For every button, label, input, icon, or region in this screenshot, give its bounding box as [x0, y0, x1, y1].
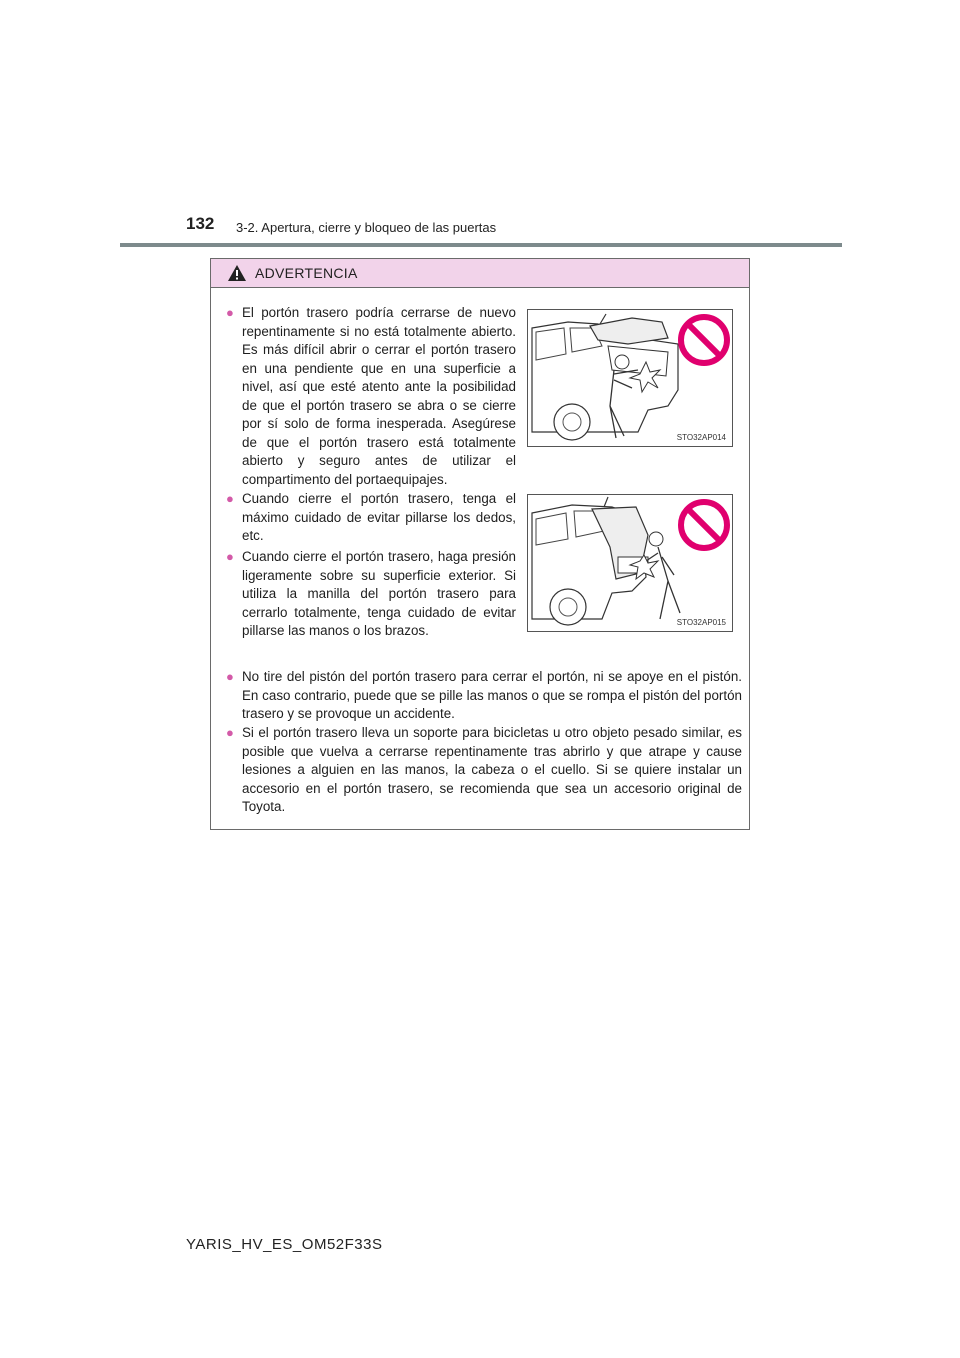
document-code: YARIS_HV_ES_OM52F33S	[186, 1236, 383, 1253]
page-number: 132	[186, 214, 215, 233]
warning-bullet	[226, 548, 516, 641]
header-divider	[120, 243, 842, 247]
bullet-text: Si el portón trasero lleva un soporte para bicicletas u otro objeto pesado similar, es posible que vuelva a cerrarse repentinamente tras abrirlo y que atrape y cause lesiones a alguien en las manos, la cabeza o el cuello. Si se quiere instalar un accesorio en el portón trasero, se recomienda que sea un accesorio original de Toyota.	[242, 725, 742, 814]
warning-bullet	[226, 668, 742, 724]
bullet-dot-icon: ●	[226, 725, 234, 740]
bullet-text: Cuando cierre el portón trasero, haga presión ligeramente sobre su superficie exterior. Si utiliza la manilla del portón trasero para cerrarlo totalmente, tenga cuidado de evitar pillarse las manos o los brazos.	[242, 549, 516, 638]
warning-header	[211, 259, 749, 288]
warning-triangle-icon	[227, 264, 247, 282]
warning-title: ADVERTENCIA	[255, 265, 358, 281]
bullet-dot-icon: ●	[226, 669, 234, 684]
bullet-text: No tire del pistón del portón trasero para cerrar el portón, ni se apoye en el pistón. En caso contrario, puede que se pille las manos o que se rompa el pistón del portón trasero y se provoque un accidente.	[242, 669, 742, 721]
illustration-code: STO32AP015	[676, 618, 726, 627]
bullet-text: Cuando cierre el portón trasero, tenga el máximo cuidado de evitar pillarse los dedos, etc.	[242, 491, 516, 543]
warning-bullet	[226, 724, 742, 817]
illustration-tailgate-open	[527, 309, 733, 447]
bullet-dot-icon: ●	[226, 549, 234, 564]
section-title: 3-2. Apertura, cierre y bloqueo de las puertas	[236, 220, 497, 235]
car-tailgate-closing-illustration	[528, 495, 732, 631]
warning-bullet	[226, 304, 516, 489]
illustration-tailgate-closing	[527, 494, 733, 632]
warning-bullet	[226, 490, 516, 546]
illustration-code: STO32AP014	[676, 433, 726, 442]
bullet-dot-icon: ●	[226, 491, 234, 506]
bullet-text: El portón trasero podría cerrarse de nuevo repentinamente si no está totalmente abierto. Es más difícil abrir o cerrar el portón trasero en una pendiente que en una superficie a nivel, así que esté atento ante la posibilidad de que el portón trasero se abra o se cierre por sí solo de forma inesperada. Asegúrese de que el portón trasero está totalmente abierto y seguro antes de utilizar el compartimento del portaequipajes.	[242, 305, 516, 487]
car-tailgate-illustration	[528, 310, 732, 446]
bullet-dot-icon: ●	[226, 305, 234, 320]
